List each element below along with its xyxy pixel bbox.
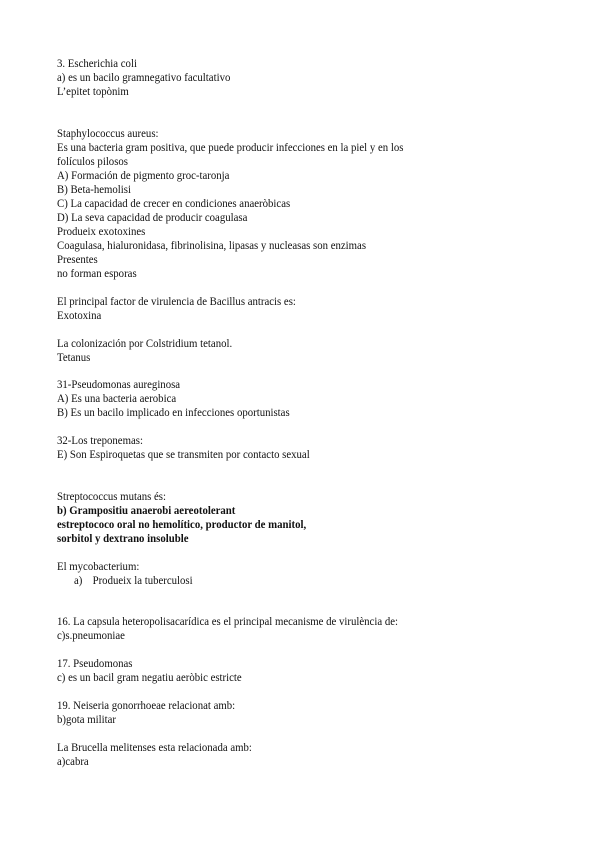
answer-option: A) Formación de pigmento groc-taronja — [57, 169, 230, 182]
answer-line: a) es un bacilo gramnegativo facultativo — [57, 71, 231, 84]
answer-line: no forman esporas — [57, 267, 137, 280]
answer-option: B) Beta-hemolisi — [57, 183, 131, 196]
answer-option: A) Es una bacteria aerobica — [57, 392, 177, 405]
answer-line: Produeix exotoxines — [57, 225, 146, 238]
question-staphylococcus-heading: Staphylococcus aureus: — [57, 127, 159, 140]
answer-option: B) Es un bacilo implicado en infecciones oportunistas — [57, 406, 290, 419]
answer-line: L’epitet topònim — [57, 85, 129, 98]
answer-bold-line: b) Grampositiu anaerobi aereotolerant — [57, 504, 236, 517]
question-17-heading: 17. Pseudomonas — [57, 657, 133, 670]
list-marker: a) — [74, 574, 83, 587]
answer-option: C) La capacidad de crecer en condiciones anaeròbicas — [57, 197, 291, 210]
answer-line: Tetanus — [57, 351, 91, 364]
question-16-heading: 16. La capsula heteropolisacarídica es el principal mecanisme de virulència de: — [57, 615, 398, 628]
answer-line: folículos pilosos — [57, 155, 128, 168]
question-mycobacterium-heading: El mycobacterium: — [57, 560, 140, 573]
answer-line: a)cabra — [57, 755, 89, 768]
question-brucella-heading: La Brucella melitenses esta relacionada amb: — [57, 741, 252, 754]
answer-line: Presentes — [57, 253, 98, 266]
answer-line: Exotoxina — [57, 309, 102, 322]
question-pseudomonas-31-heading: 31-Pseudomonas aureginosa — [57, 378, 181, 391]
list-item-text: Produeix la tuberculosi — [92, 574, 193, 587]
answer-line: Coagulasa, hialuronidasa, fibrinolisina, lipasas y nucleasas son enzimas — [57, 239, 367, 252]
question-bacillus-heading: El principal factor de virulencia de Bacillus antracis es: — [57, 295, 296, 308]
question-19-heading: 19. Neiseria gonorrhoeae relacionat amb: — [57, 699, 236, 712]
question-escherichia-heading: 3. Escherichia coli — [57, 57, 137, 70]
question-clostridium-heading: La colonización por Colstridium tetanol. — [57, 337, 233, 350]
question-streptococcus-heading: Streptococcus mutans és: — [57, 490, 166, 503]
answer-bold-line: estreptococo oral no hemolítico, productor de manitol, — [57, 518, 307, 531]
answer-bold-line: sorbitol y dextrano insoluble — [57, 532, 189, 545]
answer-line: c)s.pneumoniae — [57, 629, 125, 642]
answer-option: E) Son Espiroquetas que se transmiten por contacto sexual — [57, 448, 310, 461]
answer-option: D) La seva capacidad de producir coagulasa — [57, 211, 248, 224]
answer-line: b)gota militar — [57, 713, 116, 726]
answer-line: Es una bacteria gram positiva, que puede producir infecciones en la piel y en los — [57, 141, 404, 154]
answer-line: c) es un bacil gram negatiu aeròbic estricte — [57, 671, 242, 684]
question-treponemas-heading: 32-Los treponemas: — [57, 434, 143, 447]
list-item — [74, 574, 193, 588]
